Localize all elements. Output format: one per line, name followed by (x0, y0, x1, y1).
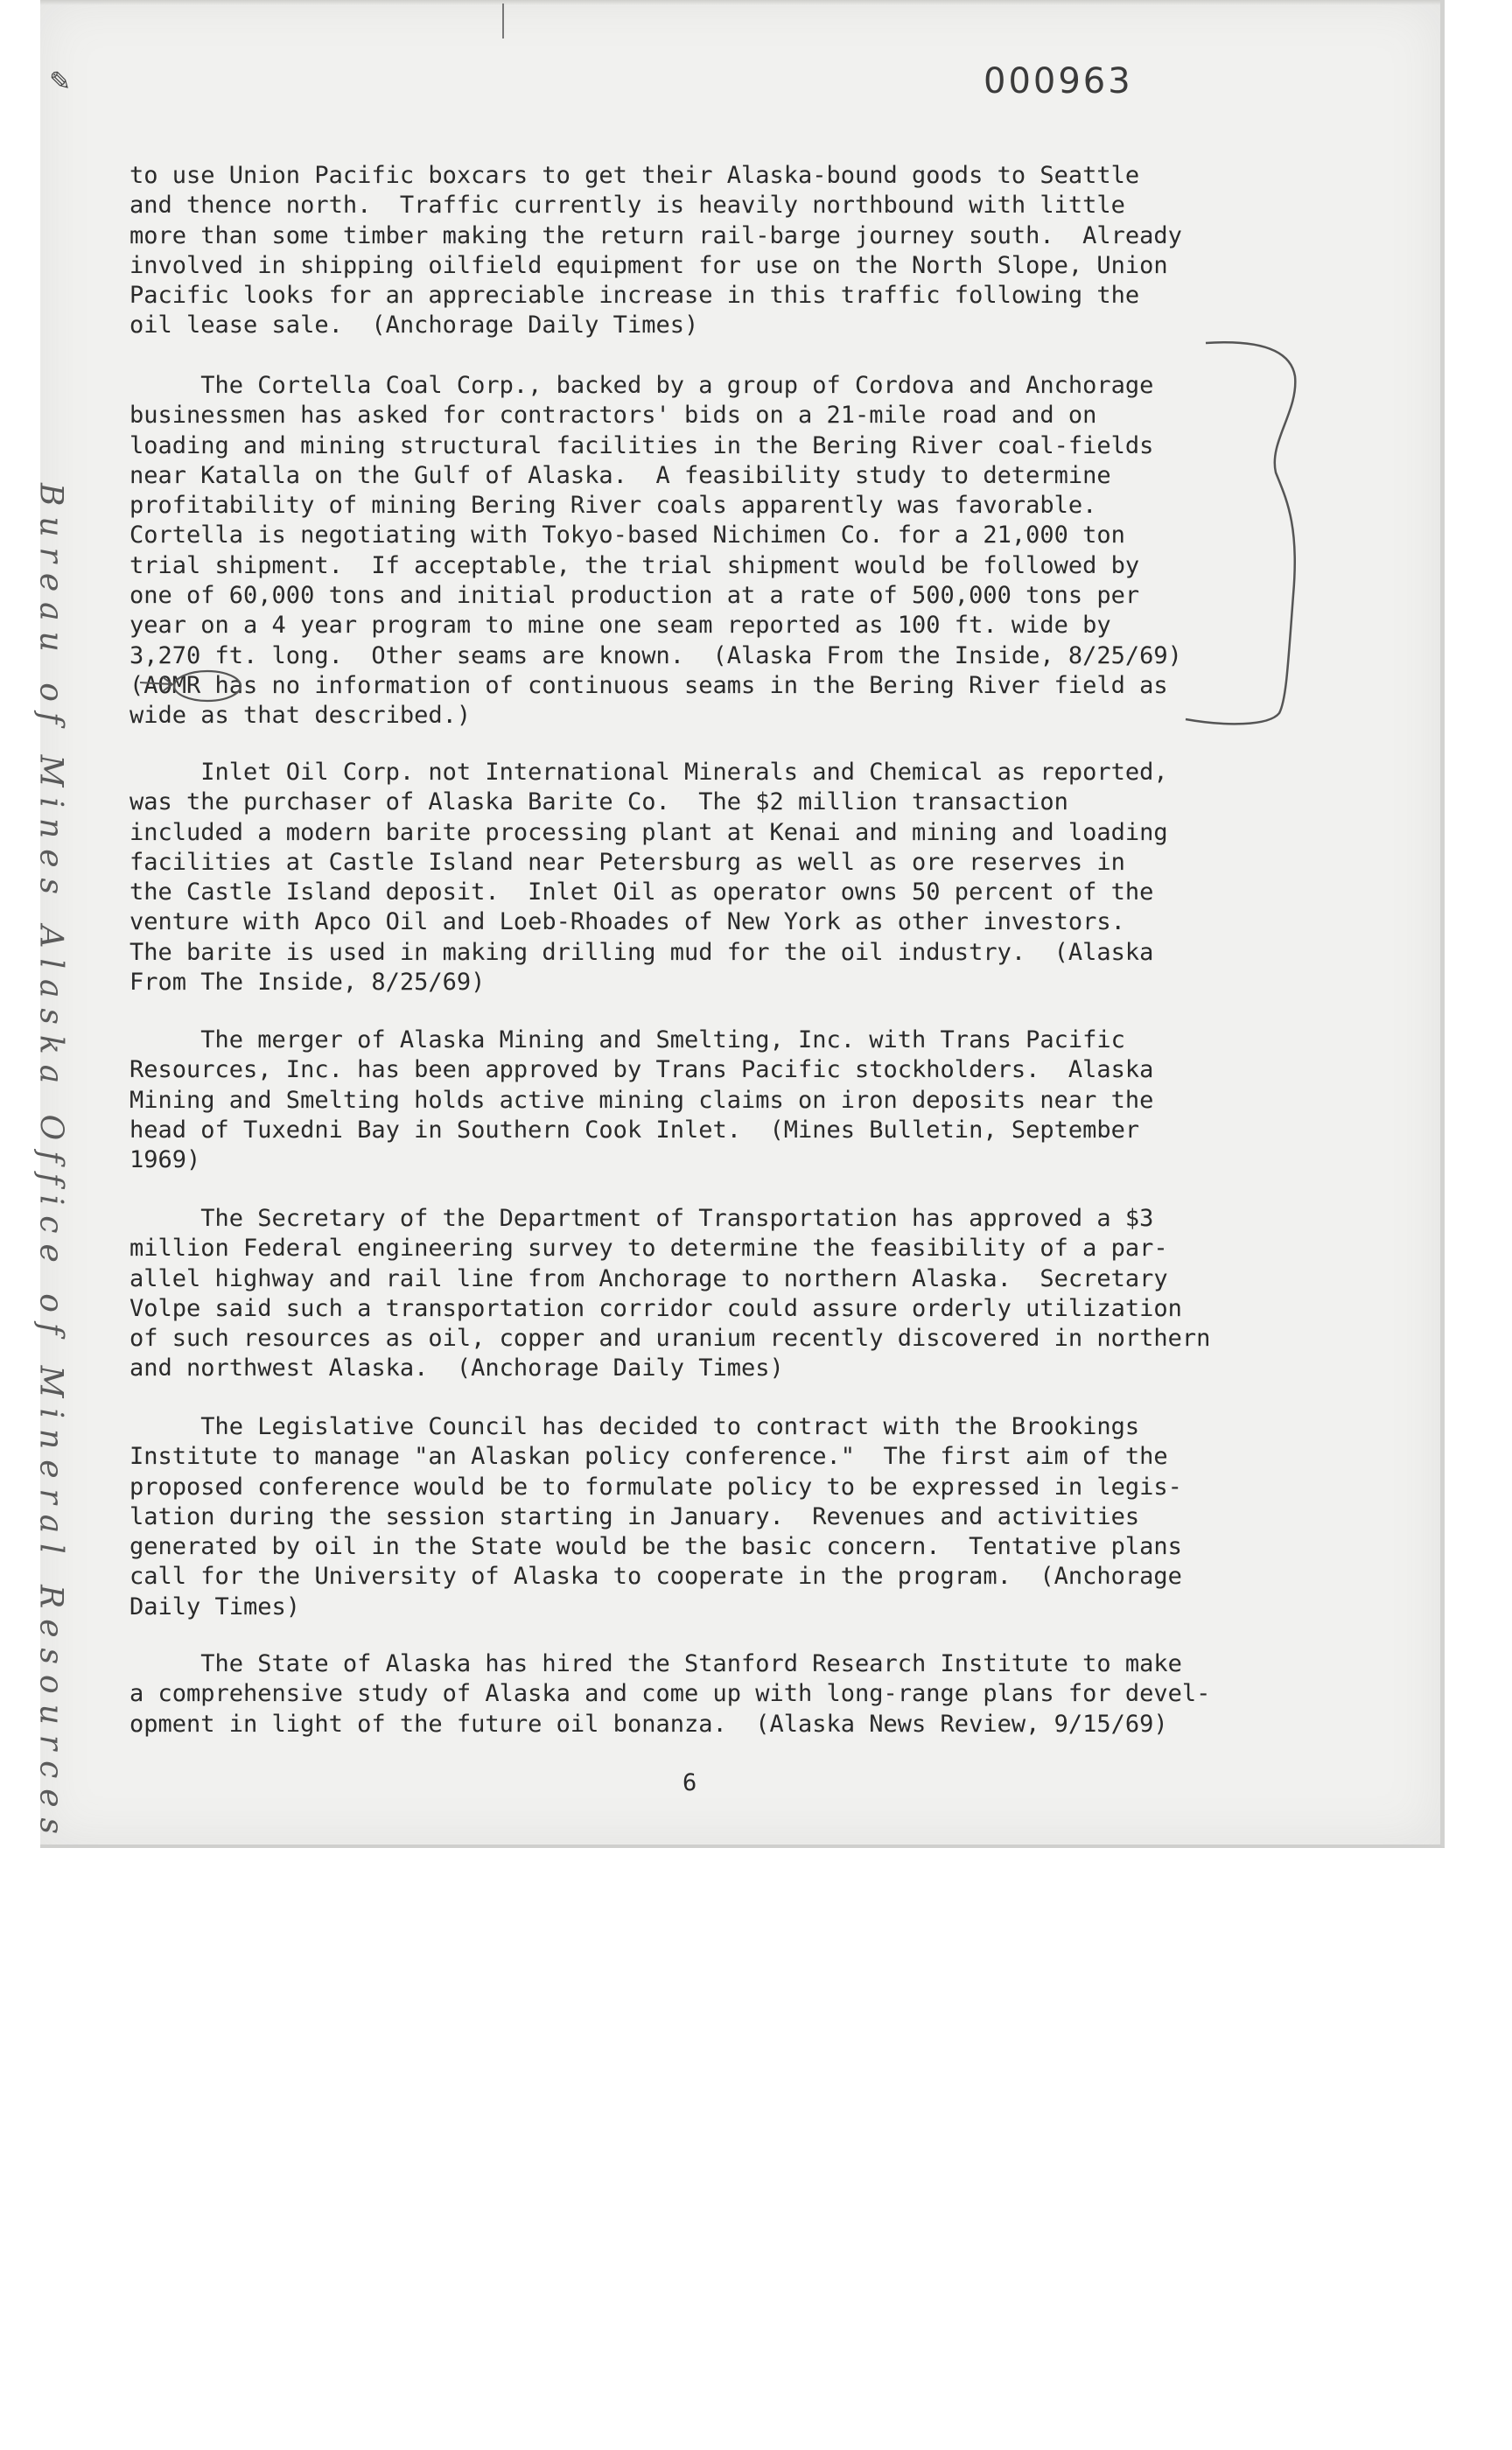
document-number: 000963 (984, 61, 1133, 102)
paragraph-alaska-mining-merger (130, 1026, 1302, 1175)
paragraph-union-pacific (130, 161, 1302, 341)
paragraph-transportation-survey (130, 1204, 1302, 1384)
paragraph-inlet-oil (130, 758, 1302, 998)
paragraph-text: Inlet Oil Corp. not International Minerals and Chemical as reported, was the purchaser of Alaska Barite Co. The $2 million transaction included a modern barite processing plant at Kenai and mining and loading facilities at Castle Island near Petersburg as well as ore reserves in the Castle Island deposit. Inlet Oil as operator owns 50 percent of the venture with Apco Oil and Loeb-Rhoades of New York as other investors. The barite is used in making drilling mud for the oil industry. (Alaska From The Inside, 8/25/69) (130, 759, 1168, 997)
paragraph-text: The State of Alaska has hired the Stanford Research Institute to make a comprehensive study of Alaska and come up with long-range plans for devel- opment in light of the future oil bonanza. (Alaska News Review, 9/15/69) (130, 1650, 1211, 1738)
corner-pen-mark: ✎ (49, 66, 72, 97)
page-number: 6 (682, 1769, 697, 1796)
paragraph-text: The Legislative Council has decided to contract with the Brookings Institute to manage "an Alaskan policy conference." The first aim of the proposed conference would be to formulate policy to be expressed in legis- lation during the session starting in January. Revenues and activities generated by oil in the State would be the basic concern. Tentative plans call for the University of Alaska to cooperate in the program. (Anchorage Daily Times) (130, 1413, 1182, 1620)
handwritten-margin-note: Bureau of Mines Alaska Office of Mineral Resources (32, 482, 69, 1845)
scan-artifact-mark (502, 4, 504, 38)
paragraph-legislative-council (130, 1412, 1302, 1622)
paragraph-text: to use Union Pacific boxcars to get their Alaska-bound goods to Seattle and thence north. Traffic currently is heavily northbound with little more than some timber making the return rail-barge journey south. Already involved in shipping oilfield equipment for use on the North Slope, Union Pacific looks for an appreciable increase in this traffic following the oil lease sale. (Anchorage Daily Times) (130, 162, 1182, 340)
paragraph-text: The Cortella Coal Corp., backed by a group of Cordova and Anchorage businessmen has asked for contractors' bids on a 21-mile road and on loading and mining structural facilities in the Bering River coal-fields near Katalla on the Gulf of Alaska. A feasibility study to determine profitability of mining Bering River coals apparently was favorable. Cortella is negotiating with Tokyo-based Nichimen Co. for a 21,000 ton trial shipment. If acceptable, the trial shipment would be followed by one of 60,000 tons and initial production at a rate of 500,000 tons per year on a 4 year program to mine one seam reported as 100 ft. wide by 3,270 ft. long. Other seams are known. (Alaska From the Inside, 8/25/69) (AOMR has no information of continuous seams in the Bering River field as wide as that described.) (130, 372, 1182, 730)
paragraph-text: The merger of Alaska Mining and Smelting, Inc. with Trans Pacific Resources, Inc. has been approved by Trans Pacific stockholders. Alaska Mining and Smelting holds active mining claims on iron deposits near the head of Tuxedni Bay in Southern Cook Inlet. (Mines Bulletin, September 1969) (130, 1026, 1154, 1174)
page-top-edge (40, 0, 1440, 5)
paragraph-cortella-coal (130, 371, 1302, 732)
paragraph-stanford-research (130, 1649, 1302, 1740)
paragraph-text: The Secretary of the Department of Transportation has approved a $3 million Federal engineering survey to determine the feasibility of a par- allel highway and rail line from Anchorage to northern Alaska. Secretary Volpe said such a transportation corridor could assure orderly utilization of such resources as oil, copper and uranium recently discovered in northern and northwest Alaska. (Anchorage Daily Times) (130, 1205, 1211, 1382)
